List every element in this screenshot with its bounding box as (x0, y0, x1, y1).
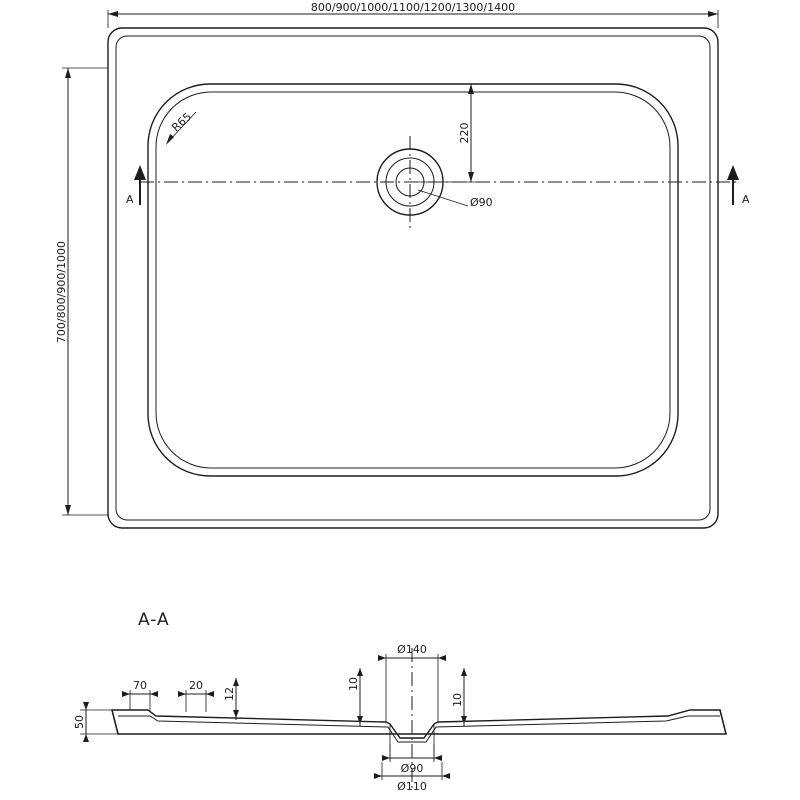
d140-label: Ø140 (397, 643, 427, 656)
dim12-label: 12 (223, 687, 236, 701)
height50-label: 50 (73, 715, 86, 729)
drain-diameter-leader (418, 190, 468, 206)
radius-label: R65 (169, 110, 195, 135)
height50-arrow-bottom (83, 734, 89, 742)
tray-rim-inner-outline (116, 36, 710, 520)
tray-outer-outline (108, 28, 718, 528)
section-label-left: A (126, 193, 134, 206)
section-left-edge (112, 710, 118, 734)
dim20-arrow-right (206, 691, 214, 697)
depth-arrow-top (65, 68, 71, 78)
width-dimension-label: 800/900/1000/1100/1200/1300/1400 (310, 1, 516, 14)
depth-dimension-label: 700/800/900/1000 (55, 240, 68, 344)
dim20-arrow-left (178, 691, 186, 697)
depth-arrow-bottom (65, 505, 71, 515)
dim10left-arrow-bottom (357, 716, 363, 724)
d90-arrow-right (434, 755, 442, 761)
d90-label: Ø90 (400, 762, 424, 775)
drain-offset-label: 220 (458, 122, 471, 144)
dim10right-label: 10 (451, 693, 464, 707)
d140-arrow-right (438, 655, 446, 661)
dim10left-label: 10 (347, 677, 360, 691)
dim70-label: 70 (133, 679, 147, 692)
d90-arrow-left (382, 755, 390, 761)
dim12-arrow-bottom (233, 710, 239, 718)
drain-diameter-label: Ø90 (470, 196, 493, 209)
dim10left-arrow-top (357, 668, 363, 676)
width-arrow-right (708, 11, 718, 17)
d110-arrow-left (374, 773, 382, 779)
section-arrow-left (134, 165, 146, 180)
width-arrow-left (108, 11, 118, 17)
radius-leader-arrow (166, 134, 174, 145)
dim10right-arrow-top (461, 668, 467, 676)
tray-basin-outline (148, 84, 678, 476)
dim20-label: 20 (189, 679, 203, 692)
d140-arrow-left (378, 655, 386, 661)
drain-offset-arrow-bottom (468, 172, 474, 182)
section-title: A-A (138, 610, 170, 630)
dim10right-arrow-bottom (461, 716, 467, 724)
section-right-edge (720, 710, 726, 734)
drain-offset-arrow-top (468, 84, 474, 94)
section-profile-outline (112, 710, 726, 738)
dim70-arrow-left (122, 691, 130, 697)
height50-arrow-top (83, 702, 89, 710)
section-arrow-right (727, 165, 739, 180)
dim70-arrow-right (150, 691, 158, 697)
tray-basin-inner-outline (156, 92, 670, 468)
dim12-arrow-top (233, 678, 239, 686)
d110-label: Ø110 (397, 780, 427, 793)
d110-arrow-right (442, 773, 450, 779)
section-label-right: A (742, 193, 750, 206)
